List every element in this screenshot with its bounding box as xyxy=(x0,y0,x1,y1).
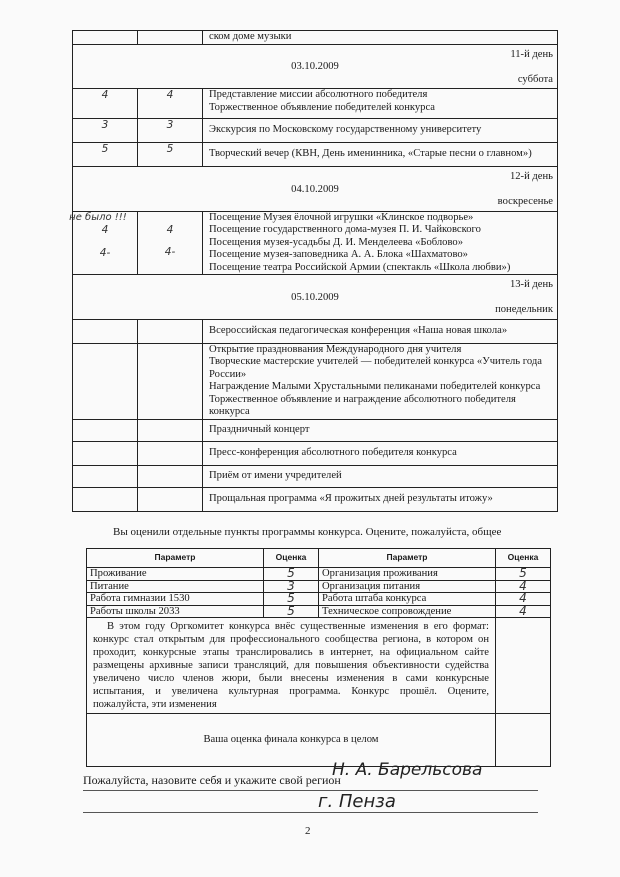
handwritten-mark: 4 xyxy=(138,89,203,119)
region-prompt: Пожалуйста, назовите себя и укажите свой регион xyxy=(83,773,341,787)
item-line: Открытие праздноввания Международного дня учителя xyxy=(209,343,462,355)
score-cell: 4 xyxy=(496,580,551,593)
item-line: Представление миссии абсолютного победителя xyxy=(209,89,428,100)
handwritten-mark: 4- xyxy=(164,246,176,258)
score-cell: 4 xyxy=(496,605,551,618)
table-row xyxy=(87,618,551,714)
final-rating-label: Ваша оценка финала конкурса в целом xyxy=(87,714,496,767)
item-line: Посещение Музея ёлочной игрушки «Клинское подворье» xyxy=(209,211,474,223)
table-row xyxy=(73,487,558,511)
schedule-item: ском доме музыки xyxy=(203,31,558,45)
handwritten-mark: 5 xyxy=(73,143,138,167)
schedule-item xyxy=(203,89,558,119)
header-score: Оценка xyxy=(496,549,551,568)
day-header-11 xyxy=(73,44,558,89)
param-cell: Организация проживания xyxy=(319,568,496,581)
handwritten-mark: 3 xyxy=(138,119,203,143)
handwritten-mark: 4 xyxy=(73,89,138,119)
changes-score-cell xyxy=(496,618,551,714)
param-cell: Работа штаба конкурса xyxy=(319,593,496,606)
item-line: Награждение Малыми Хрустальными пеликанами победителей конкурса xyxy=(209,381,541,392)
final-score-cell xyxy=(496,714,551,767)
score-cell: 5 xyxy=(264,593,319,606)
score-cell: 5 xyxy=(264,568,319,581)
table-header-row xyxy=(87,549,551,568)
schedule-item xyxy=(203,343,558,419)
table-row xyxy=(73,319,558,343)
schedule-item: Праздничный концерт xyxy=(203,419,558,441)
schedule-item: Прощальная программа «Я прожитых дней результаты итожу» xyxy=(203,487,558,511)
handwritten-mark: 4- xyxy=(99,246,111,259)
score-cell: 3 xyxy=(264,580,319,593)
handwritten-mark: 5 xyxy=(138,143,203,167)
rating-prompt: Вы оценили отдельные пункты программы конкурса. Оцените, пожалуйста, общее xyxy=(113,526,502,538)
day-header-13 xyxy=(73,275,558,320)
score-cell: 5 xyxy=(264,605,319,618)
item-line: Торжественное объявление и награждение абсолютного победителя конкурса xyxy=(209,393,516,417)
score-cell: 4 xyxy=(496,593,551,606)
table-row xyxy=(87,714,551,767)
schedule-item: Экскурсия по Московскому государственному университету xyxy=(203,119,558,143)
table-row xyxy=(87,568,551,581)
item-line: Посещение музея-заповедника А. А. Блока «Шахматово» xyxy=(209,249,468,260)
param-cell: Организация питания xyxy=(319,580,496,593)
table-row xyxy=(73,89,558,119)
divider-line xyxy=(83,812,538,813)
table-row xyxy=(73,31,558,45)
table-row xyxy=(73,465,558,487)
day-weekday: суббота xyxy=(517,73,553,85)
table-row xyxy=(73,343,558,419)
header-score: Оценка xyxy=(264,549,319,568)
table-row xyxy=(73,419,558,441)
item-line: Творческие мастерские учителей — победителей конкурса «Учитель года России» xyxy=(209,356,542,380)
param-cell: Техническое сопровождение xyxy=(319,605,496,618)
item-line: Посещение государственного дома-музея П. И. Чайковского xyxy=(209,224,481,235)
table-row xyxy=(73,211,558,275)
changes-paragraph: В этом году Оргкомитет конкурса внёс существенные изменения в его формат: конкурс стал открытым для профессионального сообщества региона, в котором он проходит, конкурсные этапы транслировались в интернет, на официальном сайте размещены архивные записи трансляций, для повышения объективности судейства увеличено число членов жюри, были внесены изменения в сами конкурсные испытания, и увеличена культурная программа. Конкурс прошёл. Оцените, пожалуйста, эти изменения xyxy=(87,618,496,714)
table-row xyxy=(87,580,551,593)
handwritten-mark: 3 xyxy=(73,119,138,143)
divider-line xyxy=(83,790,538,791)
schedule-item: Всероссийская педагогическая конференция «Наша новая школа» xyxy=(203,319,558,343)
day-weekday: воскресенье xyxy=(497,196,553,207)
day-number: 12-й день xyxy=(509,171,553,182)
day-number: 11-й день xyxy=(510,48,553,60)
table-row xyxy=(87,605,551,618)
header-param: Параметр xyxy=(87,549,264,568)
param-cell: Проживание xyxy=(87,568,264,581)
table-row xyxy=(73,119,558,143)
item-line: Торжественное объявление победителей конкурса xyxy=(209,101,435,113)
handwritten-note: не было !!! xyxy=(69,211,127,223)
handwritten-mark: 4 xyxy=(166,223,174,236)
schedule-item: Творческий вечер (КВН, День именинника, «Старые песни о главном») xyxy=(203,143,558,167)
schedule-item: Пресс-конференция абсолютного победителя конкурса xyxy=(203,441,558,465)
schedule-item xyxy=(203,211,558,275)
param-cell: Питание xyxy=(87,580,264,593)
schedule-item: Приём от имени учредителей xyxy=(203,465,558,487)
table-row xyxy=(87,593,551,606)
page-number: 2 xyxy=(305,825,311,837)
ratings-table xyxy=(86,548,551,767)
item-line: Посещение театра Российской Армии (спектакль «Школа любви») xyxy=(209,261,511,273)
table-row xyxy=(73,143,558,167)
day-weekday: понедельник xyxy=(495,304,553,315)
signature-region: г. Пенза xyxy=(318,791,396,812)
day-date: 03.10.2009 xyxy=(291,61,339,72)
day-date: 04.10.2009 xyxy=(291,183,339,195)
day-date: 05.10.2009 xyxy=(291,291,339,303)
schedule-table xyxy=(69,30,558,512)
header-param: Параметр xyxy=(319,549,496,568)
day-number: 13-й день xyxy=(509,279,553,290)
handwritten-mark: 4 xyxy=(101,224,109,236)
signature-name: Н. А. Барельсова xyxy=(332,760,483,780)
table-row xyxy=(73,441,558,465)
param-cell: Работа гимназии 1530 xyxy=(87,593,264,606)
day-header-12 xyxy=(73,167,558,212)
item-line: Посещения музея-усадьбы Д. И. Менделеева «Боблово» xyxy=(209,236,463,248)
param-cell: Работы школы 2033 xyxy=(87,605,264,618)
score-cell: 5 xyxy=(496,568,551,581)
